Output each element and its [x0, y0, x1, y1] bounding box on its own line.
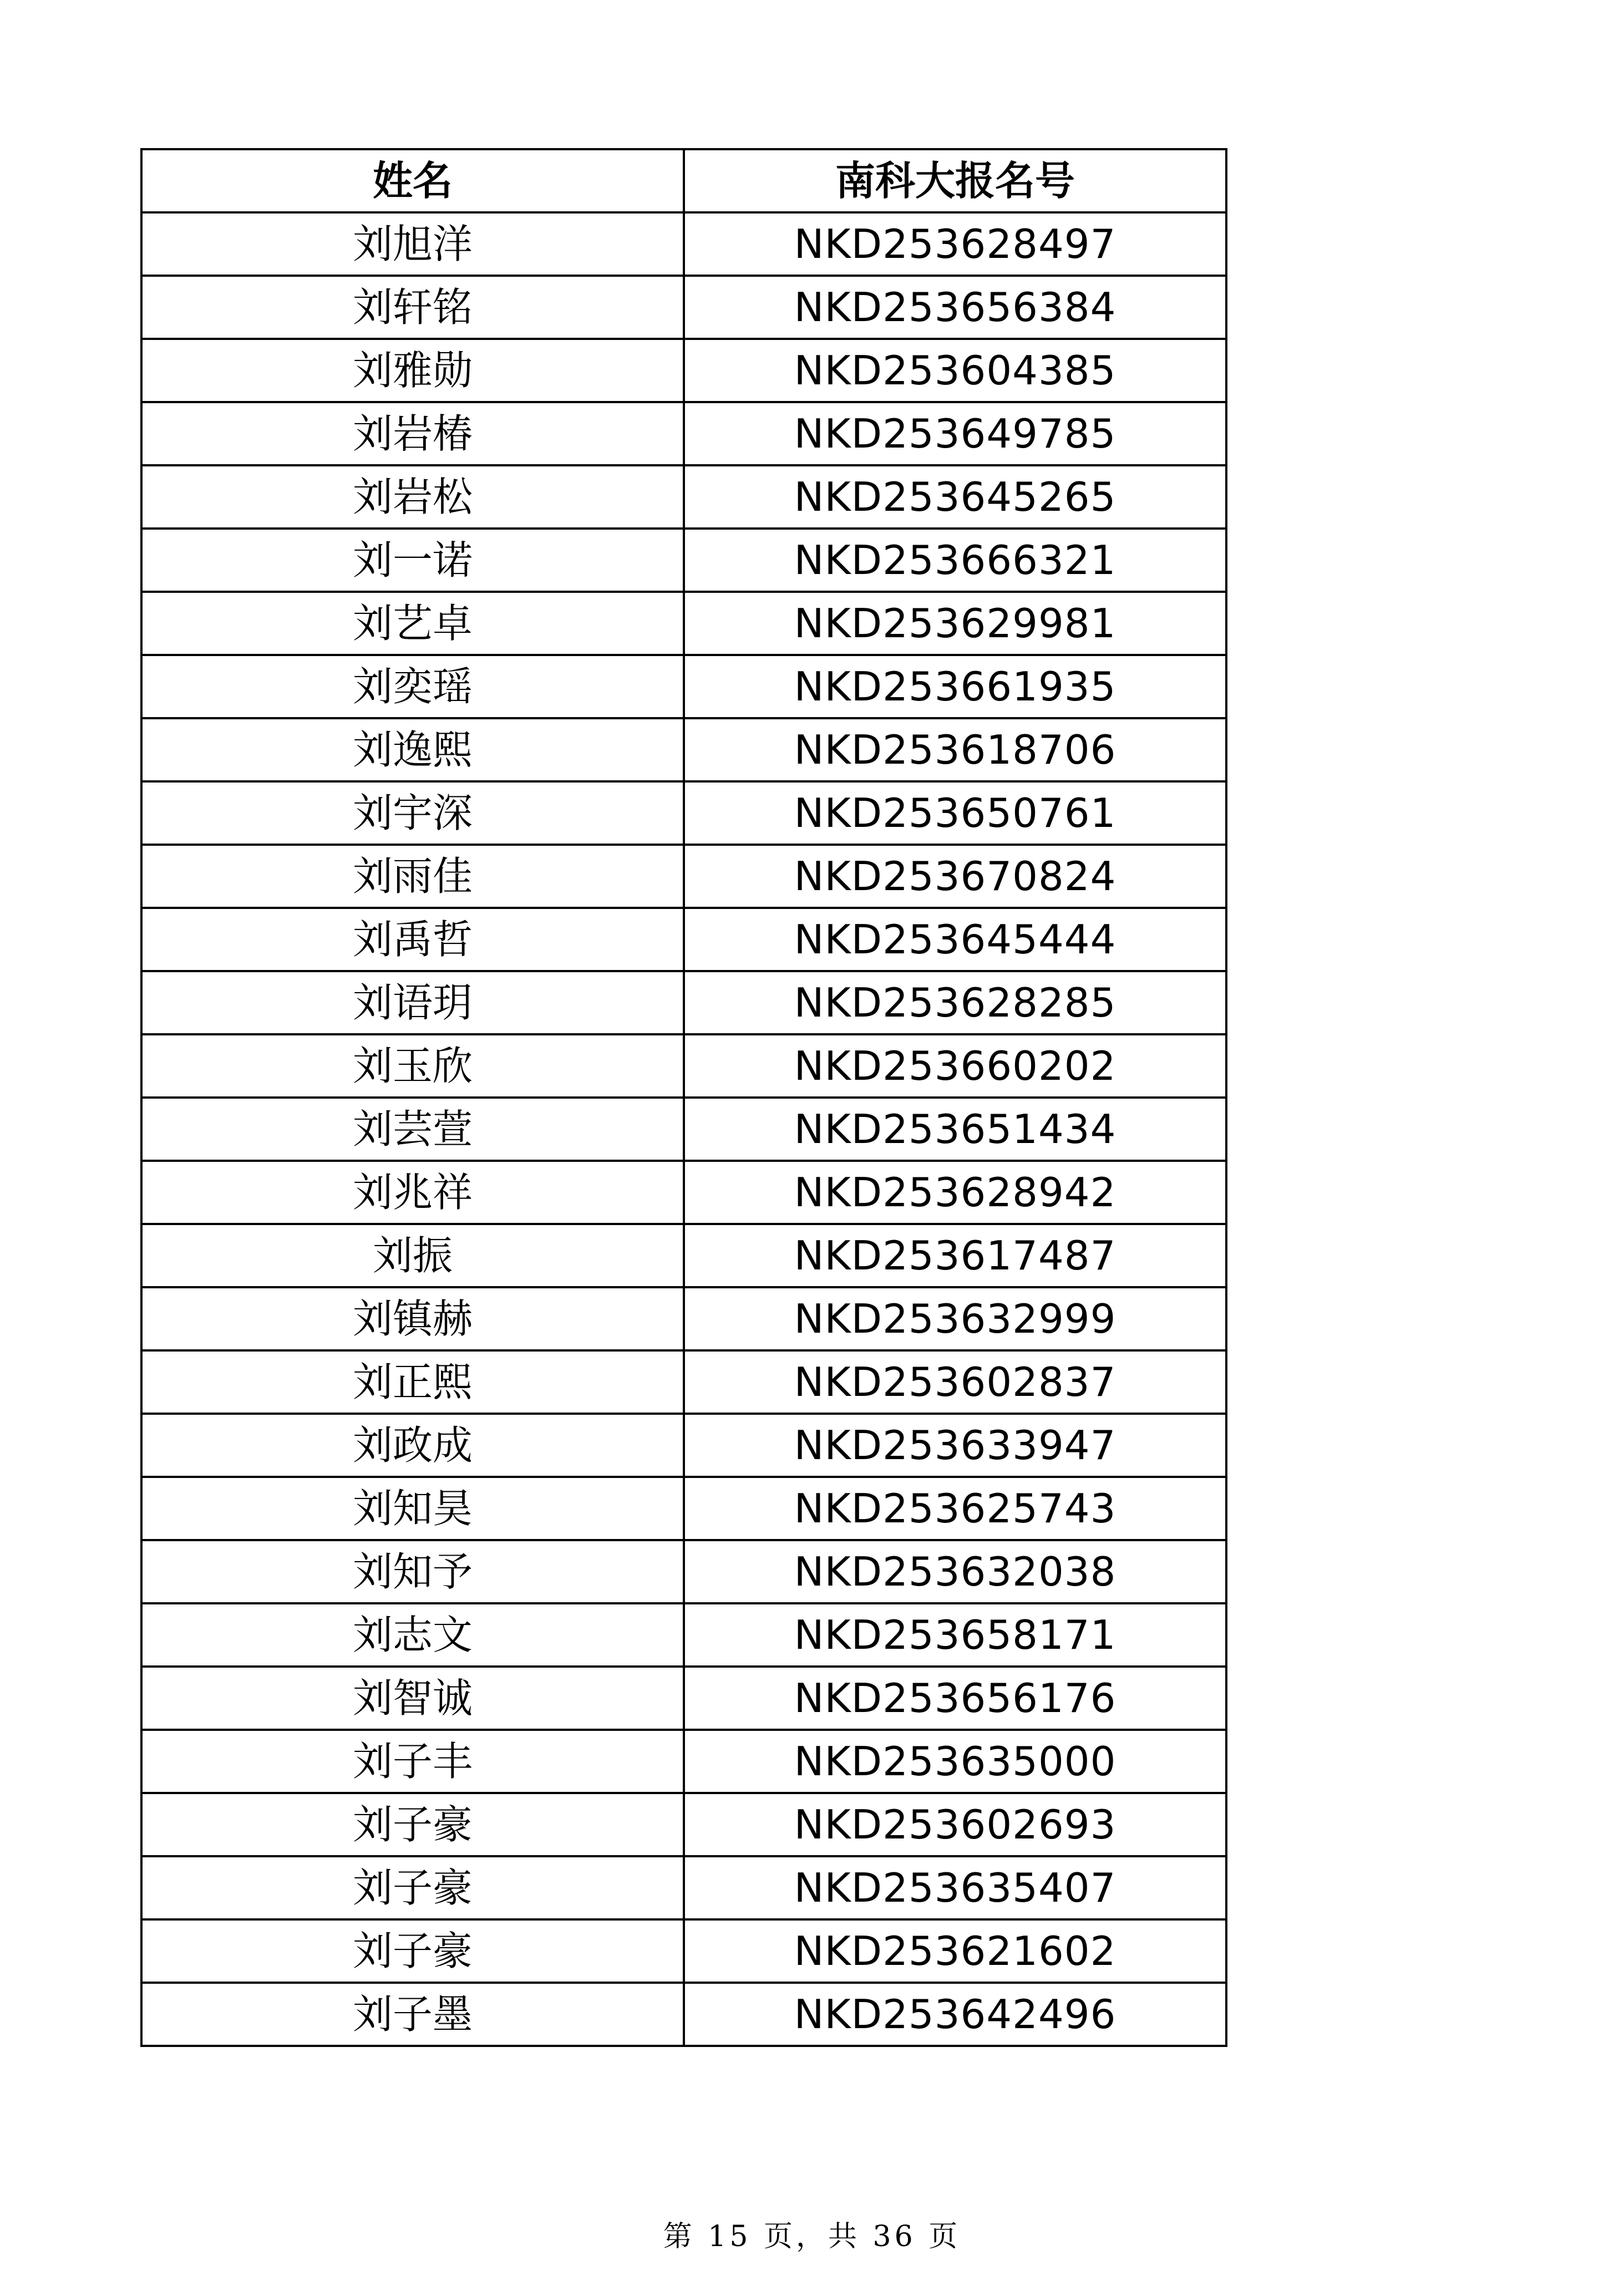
cell-registration-number: NKD253642496 [684, 1983, 1226, 2046]
table-row [141, 529, 1226, 592]
table-row [141, 1161, 1226, 1224]
cell-name: 刘兆祥 [141, 1161, 684, 1224]
cell-name: 刘雅勋 [141, 339, 684, 402]
cell-registration-number: NKD253645265 [684, 465, 1226, 529]
table-row [141, 1034, 1226, 1098]
cell-name: 刘子豪 [141, 1919, 684, 1983]
cell-name: 刘玉欣 [141, 1034, 684, 1098]
cell-name: 刘智诚 [141, 1667, 684, 1730]
table-row [141, 402, 1226, 465]
cell-registration-number: NKD253635000 [684, 1730, 1226, 1793]
table-row [141, 1414, 1226, 1477]
cell-name: 刘子豪 [141, 1856, 684, 1919]
table-row [141, 781, 1226, 845]
cell-registration-number: NKD253625743 [684, 1477, 1226, 1540]
table-row [141, 465, 1226, 529]
header-registration-number: 南科大报名号 [684, 149, 1226, 212]
cell-name: 刘轩铭 [141, 276, 684, 339]
cell-registration-number: NKD253658171 [684, 1603, 1226, 1667]
cell-registration-number: NKD253635407 [684, 1856, 1226, 1919]
table-row [141, 1540, 1226, 1603]
table-row [141, 845, 1226, 908]
cell-name: 刘语玥 [141, 971, 684, 1034]
cell-name: 刘岩松 [141, 465, 684, 529]
table-row [141, 1350, 1226, 1414]
table-row [141, 1098, 1226, 1161]
table-row [141, 276, 1226, 339]
header-name: 姓名 [141, 149, 684, 212]
cell-name: 刘政成 [141, 1414, 684, 1477]
cell-name: 刘一诺 [141, 529, 684, 592]
cell-registration-number: NKD253645444 [684, 908, 1226, 971]
cell-name: 刘宇深 [141, 781, 684, 845]
table-body [141, 212, 1226, 2046]
cell-registration-number: NKD253628942 [684, 1161, 1226, 1224]
cell-name: 刘子丰 [141, 1730, 684, 1793]
cell-registration-number: NKD253629981 [684, 592, 1226, 655]
cell-name: 刘雨佳 [141, 845, 684, 908]
table-row [141, 1793, 1226, 1856]
table-row [141, 971, 1226, 1034]
cell-name: 刘知昊 [141, 1477, 684, 1540]
cell-name: 刘艺卓 [141, 592, 684, 655]
table-row [141, 1730, 1226, 1793]
cell-registration-number: NKD253666321 [684, 529, 1226, 592]
cell-registration-number: NKD253628285 [684, 971, 1226, 1034]
cell-name: 刘岩椿 [141, 402, 684, 465]
table-header-row [141, 149, 1226, 212]
table-row [141, 1477, 1226, 1540]
cell-name: 刘禹哲 [141, 908, 684, 971]
cell-registration-number: NKD253670824 [684, 845, 1226, 908]
page-footer: 第 15 页，共 36 页 [663, 2220, 961, 2253]
table-row [141, 1856, 1226, 1919]
cell-name: 刘知予 [141, 1540, 684, 1603]
table-row [141, 1603, 1226, 1667]
cell-name: 刘奕瑶 [141, 655, 684, 718]
cell-registration-number: NKD253650761 [684, 781, 1226, 845]
table-row [141, 1287, 1226, 1350]
table-row [141, 592, 1226, 655]
cell-name: 刘镇赫 [141, 1287, 684, 1350]
table-row [141, 1667, 1226, 1730]
cell-registration-number: NKD253651434 [684, 1098, 1226, 1161]
cell-registration-number: NKD253617487 [684, 1224, 1226, 1287]
cell-name: 刘子墨 [141, 1983, 684, 2046]
cell-name: 刘正熙 [141, 1350, 684, 1414]
table-row [141, 655, 1226, 718]
table-row [141, 212, 1226, 276]
table-row [141, 718, 1226, 781]
table-row [141, 339, 1226, 402]
cell-name: 刘逸熙 [141, 718, 684, 781]
cell-name: 刘子豪 [141, 1793, 684, 1856]
cell-registration-number: NKD253632038 [684, 1540, 1226, 1603]
cell-registration-number: NKD253621602 [684, 1919, 1226, 1983]
cell-name: 刘芸萱 [141, 1098, 684, 1161]
cell-registration-number: NKD253633947 [684, 1414, 1226, 1477]
roster-table [140, 148, 1227, 2047]
cell-name: 刘志文 [141, 1603, 684, 1667]
table-row [141, 1919, 1226, 1983]
cell-name: 刘旭洋 [141, 212, 684, 276]
cell-registration-number: NKD253660202 [684, 1034, 1226, 1098]
cell-registration-number: NKD253604385 [684, 339, 1226, 402]
cell-registration-number: NKD253656176 [684, 1667, 1226, 1730]
cell-registration-number: NKD253618706 [684, 718, 1226, 781]
table-row [141, 1224, 1226, 1287]
cell-registration-number: NKD253628497 [684, 212, 1226, 276]
cell-registration-number: NKD253602693 [684, 1793, 1226, 1856]
cell-registration-number: NKD253661935 [684, 655, 1226, 718]
cell-registration-number: NKD253632999 [684, 1287, 1226, 1350]
table-row [141, 1983, 1226, 2046]
cell-registration-number: NKD253656384 [684, 276, 1226, 339]
cell-registration-number: NKD253649785 [684, 402, 1226, 465]
cell-name: 刘振 [141, 1224, 684, 1287]
cell-registration-number: NKD253602837 [684, 1350, 1226, 1414]
table-row [141, 908, 1226, 971]
